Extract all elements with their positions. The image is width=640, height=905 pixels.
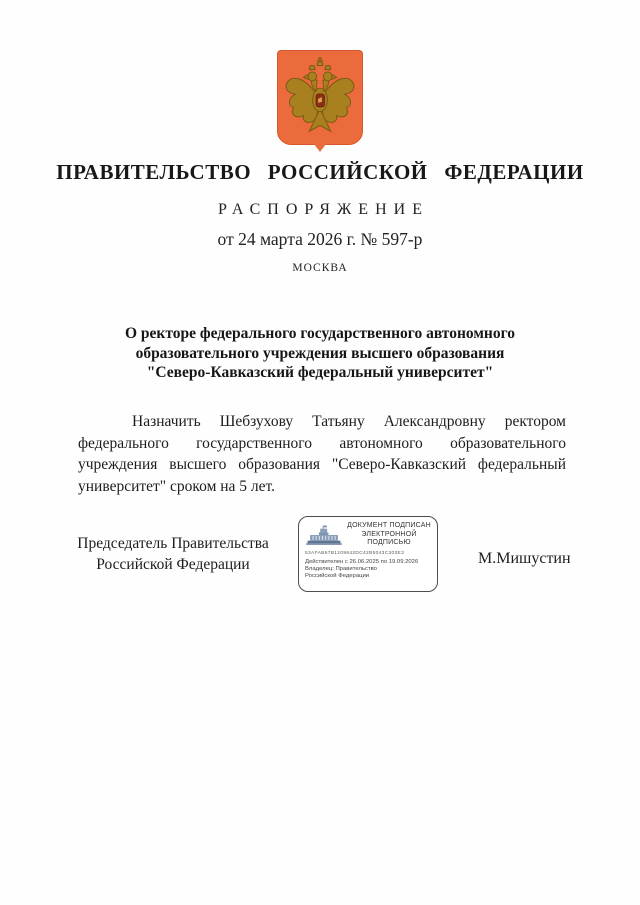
title-line-2: образовательного учреждения высшего образования	[135, 344, 505, 362]
date-and-number: от 24 марта 2026 г. № 597-р	[217, 229, 423, 249]
document-type: РАСПОРЯЖЕНИЕ	[218, 201, 429, 218]
stamp-title-line-2: ЭЛЕКТРОННОЙ ПОДПИСЬЮ	[361, 530, 417, 546]
double-headed-eagle-icon	[277, 50, 363, 145]
government-building-icon	[305, 524, 343, 546]
title-line-1: О ректоре федерального государственного автономного	[125, 325, 515, 342]
signer-position-line-1: Председатель Правительства	[77, 535, 269, 552]
emblem-pendant	[314, 144, 326, 152]
signer-position-line-2: Российской Федерации	[96, 556, 250, 573]
title-line-3: "Северо-Кавказский федеральный университет"	[146, 364, 494, 381]
document-title	[70, 324, 570, 383]
stamp-header	[305, 522, 431, 548]
stamp-owner: Владелец: Правительство Российской Федерации	[305, 566, 377, 579]
stamp-certificate-number: 53AFAB67B1209642DC42B5043C303E3	[305, 550, 405, 556]
city-label: МОСКВА	[292, 262, 348, 274]
stamp-title-line-1: ДОКУМЕНТ ПОДПИСАН	[347, 522, 431, 529]
stamp-title	[347, 522, 431, 548]
stamp-validity-dates: Действителен с 26.06.2025 по 19.09.2026	[305, 558, 419, 565]
body-paragraph: Назначить Шебзухову Татьяну Александровну ректором федерального государственного автономного образовательного учреждения высшего образования "Северо-Кавказский федеральный университет" сроком на 5 лет.	[78, 413, 566, 495]
electronic-signature-stamp	[298, 516, 438, 592]
signer-position	[62, 533, 284, 575]
signer-name: М.Мишустин	[478, 550, 571, 567]
government-header: ПРАВИТЕЛЬСТВО РОССИЙСКОЙ ФЕДЕРАЦИИ	[56, 160, 584, 184]
coat-of-arms	[277, 50, 363, 145]
